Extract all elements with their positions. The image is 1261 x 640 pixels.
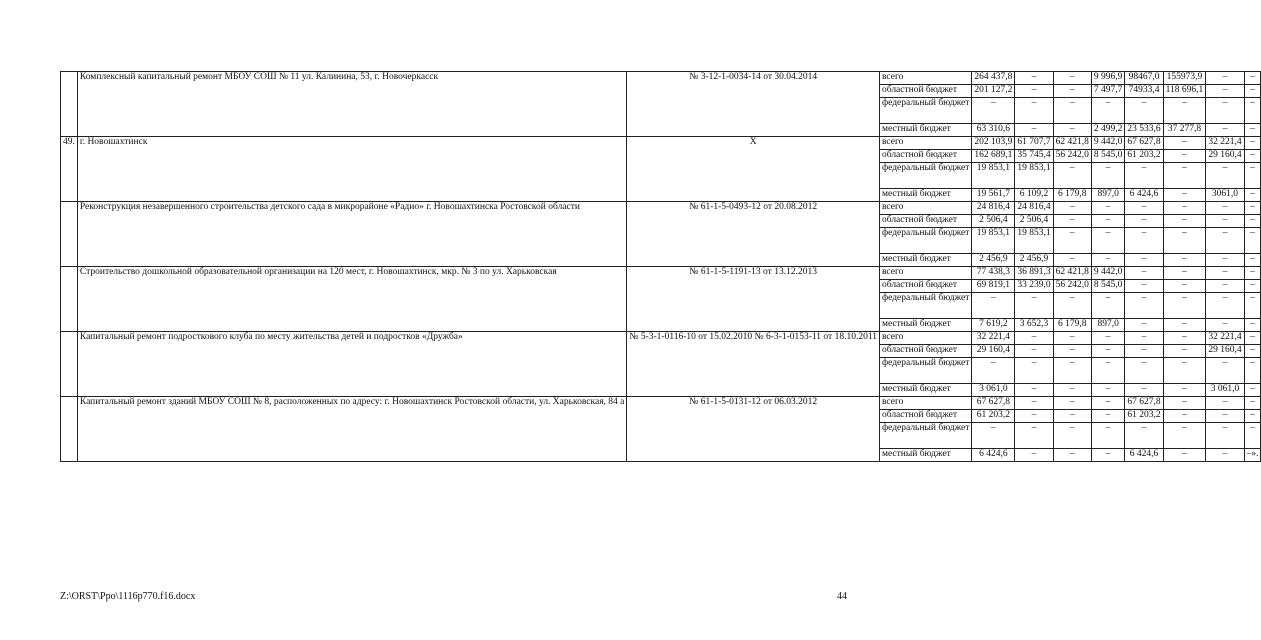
amount-cell: – bbox=[1125, 332, 1163, 345]
amount-cell: – bbox=[1244, 384, 1261, 397]
amount-cell: – bbox=[1091, 397, 1125, 410]
amount-cell: 3 061,0 bbox=[972, 384, 1015, 397]
amount-cell: – bbox=[1125, 98, 1163, 124]
budget-source-label: всего bbox=[879, 267, 971, 280]
budget-source-label: местный бюджет bbox=[879, 254, 971, 267]
amount-cell: – bbox=[1053, 228, 1091, 254]
amount-cell: – bbox=[1163, 384, 1206, 397]
amount-cell: – bbox=[972, 358, 1015, 384]
amount-cell: – bbox=[1091, 215, 1125, 228]
budget-source-label: местный бюджет bbox=[879, 189, 971, 202]
amount-cell: – bbox=[1125, 280, 1163, 293]
amount-cell: 162 689,1 bbox=[972, 150, 1015, 163]
expertise-document: № 61-1-5-0493-12 от 20.08.2012 bbox=[627, 202, 880, 267]
amount-cell: 9 442,0 bbox=[1091, 267, 1125, 280]
amount-cell: 62 421,8 bbox=[1053, 137, 1091, 150]
amount-cell: – bbox=[1163, 410, 1206, 423]
amount-cell: – bbox=[1125, 319, 1163, 332]
amount-cell: – bbox=[1015, 332, 1053, 345]
amount-cell: – bbox=[1163, 215, 1206, 228]
budget-source-label: областной бюджет bbox=[879, 280, 971, 293]
amount-cell: – bbox=[1244, 319, 1261, 332]
amount-cell: – bbox=[1125, 254, 1163, 267]
amount-cell: – bbox=[1244, 228, 1261, 254]
amount-cell: – bbox=[1206, 228, 1244, 254]
amount-cell: – bbox=[1244, 202, 1261, 215]
amount-cell: – bbox=[1091, 345, 1125, 358]
amount-cell: – bbox=[1163, 345, 1206, 358]
amount-cell: 61 203,2 bbox=[1125, 410, 1163, 423]
amount-cell: 19 853,1 bbox=[972, 163, 1015, 189]
amount-cell: – bbox=[1015, 345, 1053, 358]
amount-cell: – bbox=[1053, 85, 1091, 98]
object-name: Комплексный капитальный ремонт МБОУ СОШ № 11 ул. Калинина, 53, г. Новочеркасск bbox=[77, 72, 627, 137]
amount-cell: – bbox=[1053, 72, 1091, 85]
amount-cell: – bbox=[1091, 449, 1125, 462]
amount-cell: – bbox=[1206, 280, 1244, 293]
amount-cell: –». bbox=[1244, 449, 1261, 462]
amount-cell: – bbox=[1125, 345, 1163, 358]
amount-cell: – bbox=[1053, 163, 1091, 189]
amount-cell: 19 853,1 bbox=[1015, 228, 1053, 254]
amount-cell: – bbox=[1053, 332, 1091, 345]
table-row bbox=[61, 202, 1261, 215]
amount-cell: – bbox=[1015, 423, 1053, 449]
amount-cell: – bbox=[1244, 150, 1261, 163]
amount-cell: 19 561,7 bbox=[972, 189, 1015, 202]
amount-cell: – bbox=[1163, 332, 1206, 345]
amount-cell: 61 203,2 bbox=[972, 410, 1015, 423]
amount-cell: – bbox=[1206, 397, 1244, 410]
amount-cell: – bbox=[1163, 98, 1206, 124]
amount-cell: 897,0 bbox=[1091, 319, 1125, 332]
amount-cell: – bbox=[1125, 384, 1163, 397]
amount-cell: 29 160,4 bbox=[1206, 150, 1244, 163]
amount-cell: 264 437,8 bbox=[972, 72, 1015, 85]
amount-cell: – bbox=[1125, 358, 1163, 384]
table-row bbox=[61, 137, 1261, 150]
amount-cell: – bbox=[1244, 215, 1261, 228]
amount-cell: – bbox=[1091, 98, 1125, 124]
amount-cell: – bbox=[1163, 150, 1206, 163]
footer-page-number: 44 bbox=[837, 591, 847, 602]
row-number bbox=[61, 332, 78, 397]
amount-cell: 77 438,3 bbox=[972, 267, 1015, 280]
amount-cell: – bbox=[1206, 319, 1244, 332]
object-name: Капитальный ремонт зданий МБОУ СОШ № 8, расположенных по адресу: г. Новошахтинск Ростовской области, ул. Харьковская, 84 а bbox=[77, 397, 627, 462]
amount-cell: – bbox=[1244, 293, 1261, 319]
amount-cell: – bbox=[1015, 410, 1053, 423]
amount-cell: – bbox=[1091, 332, 1125, 345]
amount-cell: – bbox=[1206, 293, 1244, 319]
amount-cell: – bbox=[1244, 85, 1261, 98]
amount-cell: – bbox=[1163, 228, 1206, 254]
amount-cell: – bbox=[1206, 254, 1244, 267]
amount-cell: – bbox=[1244, 410, 1261, 423]
amount-cell: – bbox=[1206, 410, 1244, 423]
amount-cell: – bbox=[1053, 449, 1091, 462]
amount-cell: – bbox=[1053, 124, 1091, 137]
amount-cell: – bbox=[1163, 267, 1206, 280]
budget-source-label: федеральный бюджет bbox=[879, 228, 971, 254]
footer-file-path: Z:\ORST\Ppo\1116p770.f16.docx bbox=[60, 591, 196, 602]
amount-cell: – bbox=[1015, 397, 1053, 410]
amount-cell: – bbox=[1206, 449, 1244, 462]
amount-cell: – bbox=[1163, 319, 1206, 332]
amount-cell: 56 242,0 bbox=[1053, 280, 1091, 293]
amount-cell: – bbox=[1206, 423, 1244, 449]
amount-cell: 29 160,4 bbox=[1206, 345, 1244, 358]
amount-cell: 29 160,4 bbox=[972, 345, 1015, 358]
amount-cell: – bbox=[1091, 254, 1125, 267]
amount-cell: – bbox=[1053, 215, 1091, 228]
amount-cell: – bbox=[1015, 98, 1053, 124]
amount-cell: 6 109,2 bbox=[1015, 189, 1053, 202]
amount-cell: – bbox=[1053, 358, 1091, 384]
amount-cell: – bbox=[1206, 85, 1244, 98]
amount-cell: 33 239,0 bbox=[1015, 280, 1053, 293]
budget-source-label: областной бюджет bbox=[879, 215, 971, 228]
amount-cell: – bbox=[1163, 397, 1206, 410]
amount-cell: – bbox=[1206, 98, 1244, 124]
amount-cell: – bbox=[1206, 215, 1244, 228]
amount-cell: – bbox=[1053, 423, 1091, 449]
amount-cell: – bbox=[1125, 202, 1163, 215]
amount-cell: – bbox=[1206, 72, 1244, 85]
amount-cell: 32 221,4 bbox=[972, 332, 1015, 345]
amount-cell: – bbox=[1053, 254, 1091, 267]
amount-cell: 2 506,4 bbox=[972, 215, 1015, 228]
table-row bbox=[61, 72, 1261, 85]
amount-cell: 897,0 bbox=[1091, 189, 1125, 202]
amount-cell: – bbox=[1163, 254, 1206, 267]
row-number bbox=[61, 202, 78, 267]
amount-cell: 32 221,4 bbox=[1206, 137, 1244, 150]
amount-cell: – bbox=[1244, 332, 1261, 345]
amount-cell: – bbox=[972, 423, 1015, 449]
row-number: 49. bbox=[61, 137, 78, 202]
object-name: Строительство дошкольной образовательной организации на 120 мест, г. Новошахтинск, мкр. № 3 по ул. Харьковская bbox=[77, 267, 627, 332]
amount-cell: – bbox=[1244, 189, 1261, 202]
amount-cell: – bbox=[1125, 215, 1163, 228]
amount-cell: – bbox=[1206, 163, 1244, 189]
budget-source-label: областной бюджет bbox=[879, 410, 971, 423]
amount-cell: – bbox=[1244, 358, 1261, 384]
amount-cell: – bbox=[1163, 423, 1206, 449]
budget-source-label: федеральный бюджет bbox=[879, 163, 971, 189]
amount-cell: 63 310,6 bbox=[972, 124, 1015, 137]
amount-cell: 7 497,7 bbox=[1091, 85, 1125, 98]
amount-cell: – bbox=[1015, 384, 1053, 397]
amount-cell: 6 179,8 bbox=[1053, 189, 1091, 202]
amount-cell: 69 819,1 bbox=[972, 280, 1015, 293]
object-name: г. Новошахтинск bbox=[77, 137, 627, 202]
amount-cell: 8 545,0 bbox=[1091, 150, 1125, 163]
amount-cell: – bbox=[1015, 293, 1053, 319]
amount-cell: – bbox=[1244, 423, 1261, 449]
amount-cell: – bbox=[1163, 358, 1206, 384]
amount-cell: – bbox=[1244, 254, 1261, 267]
amount-cell: – bbox=[1125, 267, 1163, 280]
budget-source-label: федеральный бюджет bbox=[879, 98, 971, 124]
amount-cell: 7 619,2 bbox=[972, 319, 1015, 332]
amount-cell: – bbox=[1015, 72, 1053, 85]
row-number bbox=[61, 267, 78, 332]
amount-cell: – bbox=[1091, 202, 1125, 215]
table-row bbox=[61, 397, 1261, 410]
amount-cell: 6 424,6 bbox=[1125, 189, 1163, 202]
budget-source-label: всего bbox=[879, 397, 971, 410]
budget-source-label: всего bbox=[879, 137, 971, 150]
expertise-document: № 61-1-5-0131-12 от 06.03.2012 bbox=[627, 397, 880, 462]
row-number bbox=[61, 72, 78, 137]
amount-cell: – bbox=[1163, 449, 1206, 462]
amount-cell: 6 179,8 bbox=[1053, 319, 1091, 332]
amount-cell: 19 853,1 bbox=[1015, 163, 1053, 189]
amount-cell: 35 745,4 bbox=[1015, 150, 1053, 163]
budget-source-label: местный бюджет bbox=[879, 384, 971, 397]
amount-cell: 3 652,3 bbox=[1015, 319, 1053, 332]
amount-cell: – bbox=[1091, 163, 1125, 189]
object-name: Капитальный ремонт подросткового клуба по месту жительства детей и подростков «Дружба» bbox=[77, 332, 627, 397]
amount-cell: – bbox=[1244, 280, 1261, 293]
amount-cell: – bbox=[1053, 293, 1091, 319]
amount-cell: – bbox=[1053, 345, 1091, 358]
expertise-document: Х bbox=[627, 137, 880, 202]
amount-cell: – bbox=[1244, 72, 1261, 85]
expertise-document: № 5-3-1-0116-10 от 15.02.2010 № 6-3-1-0153-11 от 18.10.2011 bbox=[627, 332, 880, 397]
budget-table bbox=[60, 71, 1261, 462]
amount-cell: 202 103,9 bbox=[972, 137, 1015, 150]
amount-cell: – bbox=[1244, 124, 1261, 137]
amount-cell: – bbox=[1053, 98, 1091, 124]
budget-source-label: областной бюджет bbox=[879, 150, 971, 163]
amount-cell: 9 996,9 bbox=[1091, 72, 1125, 85]
amount-cell: 67 627,8 bbox=[1125, 137, 1163, 150]
amount-cell: – bbox=[1206, 267, 1244, 280]
amount-cell: 3061,0 bbox=[1206, 189, 1244, 202]
amount-cell: 201 127,2 bbox=[972, 85, 1015, 98]
amount-cell: – bbox=[1015, 358, 1053, 384]
amount-cell: – bbox=[1091, 228, 1125, 254]
amount-cell: 24 816,4 bbox=[1015, 202, 1053, 215]
budget-source-label: федеральный бюджет bbox=[879, 423, 971, 449]
amount-cell: – bbox=[1125, 293, 1163, 319]
amount-cell: 98467,0 bbox=[1125, 72, 1163, 85]
amount-cell: 9 442,0 bbox=[1091, 137, 1125, 150]
amount-cell: 2 456,9 bbox=[972, 254, 1015, 267]
amount-cell: 2 456,9 bbox=[1015, 254, 1053, 267]
amount-cell: 32 221,4 bbox=[1206, 332, 1244, 345]
amount-cell: – bbox=[1206, 202, 1244, 215]
budget-source-label: федеральный бюджет bbox=[879, 293, 971, 319]
amount-cell: – bbox=[1091, 410, 1125, 423]
amount-cell: 74933,4 bbox=[1125, 85, 1163, 98]
budget-source-label: всего bbox=[879, 72, 971, 85]
amount-cell: 37 277,8 bbox=[1163, 124, 1206, 137]
budget-source-label: местный бюджет bbox=[879, 319, 971, 332]
amount-cell: – bbox=[1163, 280, 1206, 293]
amount-cell: – bbox=[1091, 423, 1125, 449]
budget-source-label: всего bbox=[879, 202, 971, 215]
amount-cell: – bbox=[1244, 267, 1261, 280]
amount-cell: 6 424,6 bbox=[1125, 449, 1163, 462]
amount-cell: – bbox=[972, 98, 1015, 124]
amount-cell: – bbox=[1125, 228, 1163, 254]
amount-cell: 67 627,8 bbox=[972, 397, 1015, 410]
amount-cell: – bbox=[1244, 345, 1261, 358]
amount-cell: 2 499,2 bbox=[1091, 124, 1125, 137]
amount-cell: – bbox=[1244, 98, 1261, 124]
amount-cell: – bbox=[1015, 85, 1053, 98]
amount-cell: – bbox=[1015, 124, 1053, 137]
budget-source-label: местный бюджет bbox=[879, 449, 971, 462]
amount-cell: – bbox=[1244, 397, 1261, 410]
amount-cell: – bbox=[1053, 397, 1091, 410]
amount-cell: – bbox=[1163, 202, 1206, 215]
amount-cell: – bbox=[1015, 449, 1053, 462]
table-row bbox=[61, 332, 1261, 345]
amount-cell: – bbox=[1125, 423, 1163, 449]
amount-cell: – bbox=[1244, 163, 1261, 189]
amount-cell: – bbox=[1163, 137, 1206, 150]
amount-cell: – bbox=[1053, 410, 1091, 423]
amount-cell: 2 506,4 bbox=[1015, 215, 1053, 228]
budget-source-label: областной бюджет bbox=[879, 345, 971, 358]
amount-cell: – bbox=[1206, 124, 1244, 137]
amount-cell: 56 242,0 bbox=[1053, 150, 1091, 163]
budget-source-label: федеральный бюджет bbox=[879, 358, 971, 384]
amount-cell: – bbox=[1244, 137, 1261, 150]
budget-source-label: областной бюджет bbox=[879, 85, 971, 98]
amount-cell: – bbox=[1206, 358, 1244, 384]
table-row bbox=[61, 267, 1261, 280]
amount-cell: – bbox=[1091, 358, 1125, 384]
amount-cell: – bbox=[1163, 189, 1206, 202]
amount-cell: – bbox=[1091, 384, 1125, 397]
amount-cell: – bbox=[1053, 384, 1091, 397]
amount-cell: 8 545,0 bbox=[1091, 280, 1125, 293]
amount-cell: 3 061,0 bbox=[1206, 384, 1244, 397]
amount-cell: 62 421,8 bbox=[1053, 267, 1091, 280]
amount-cell: 67 627,8 bbox=[1125, 397, 1163, 410]
amount-cell: 19 853,1 bbox=[972, 228, 1015, 254]
amount-cell: – bbox=[972, 293, 1015, 319]
row-number bbox=[61, 397, 78, 462]
amount-cell: 23 533,6 bbox=[1125, 124, 1163, 137]
amount-cell: – bbox=[1053, 202, 1091, 215]
expertise-document: № 3-12-1-0034-14 от 30.04.2014 bbox=[627, 72, 880, 137]
amount-cell: – bbox=[1163, 293, 1206, 319]
amount-cell: 6 424,6 bbox=[972, 449, 1015, 462]
budget-source-label: местный бюджет bbox=[879, 124, 971, 137]
amount-cell: – bbox=[1091, 293, 1125, 319]
expertise-document: № 61-1-5-1191-13 от 13.12.2013 bbox=[627, 267, 880, 332]
amount-cell: 24 816,4 bbox=[972, 202, 1015, 215]
budget-source-label: всего bbox=[879, 332, 971, 345]
amount-cell: 61 203,2 bbox=[1125, 150, 1163, 163]
object-name: Реконструкция незавершенного строительства детского сада в микрорайоне «Радио» г. Новошахтинска Ростовской области bbox=[77, 202, 627, 267]
amount-cell: 61 707,7 bbox=[1015, 137, 1053, 150]
amount-cell: 155973,9 bbox=[1163, 72, 1206, 85]
amount-cell: 36 891,3 bbox=[1015, 267, 1053, 280]
amount-cell: 118 696,1 bbox=[1163, 85, 1206, 98]
amount-cell: – bbox=[1163, 163, 1206, 189]
amount-cell: – bbox=[1125, 163, 1163, 189]
